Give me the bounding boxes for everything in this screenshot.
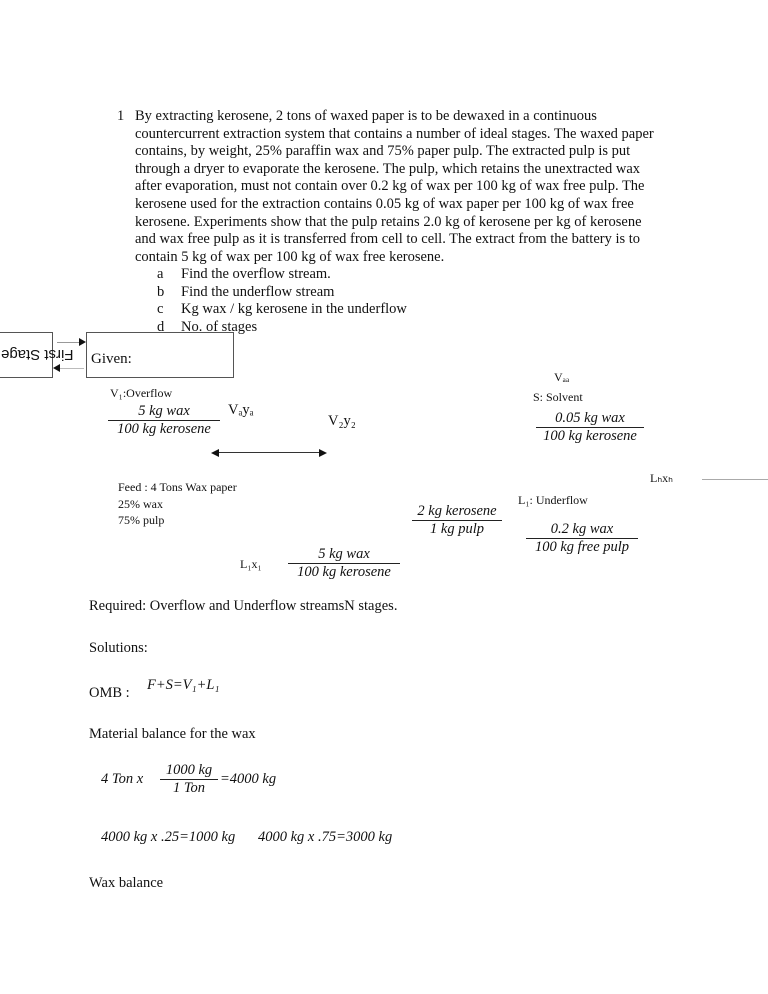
- feed-wax: 25% wax: [118, 497, 163, 511]
- l1-x1-label: L₁x₁: [240, 557, 262, 571]
- v2-y2-label: V₂y₂: [328, 413, 356, 429]
- omb-equation: F+S=V₁+L₁: [147, 677, 220, 693]
- first-stage-box: [0, 332, 74, 378]
- vb-label: Vₐₐ: [554, 370, 570, 384]
- conversion-fraction: 1000 kg 1 Ton: [160, 762, 218, 797]
- problem-line: through a dryer to evaporate the kerosene. The pulp, which retains the unextracted wax: [135, 160, 641, 177]
- arrow-line: [57, 342, 79, 343]
- arrow-head: [319, 449, 327, 457]
- l1-fraction: 5 kg wax 100 kg kerosene: [288, 546, 400, 581]
- problem-line: kerosene. Experiments show that the pulp retains 2.0 kg of kerosene per kg of kerosene: [135, 213, 642, 230]
- va-ya-label: Vₐyₐ: [228, 402, 254, 418]
- arrow-head: [53, 364, 60, 372]
- first-stage-label: First Stage: [1, 346, 74, 363]
- problem-line: contains, by weight, 25% paraffin wax and 75% paper pulp. The extracted pulp is put: [135, 143, 631, 160]
- double-arrow-line: [219, 452, 319, 453]
- problem-line: kerosene used for the extraction contains 0.05 kg of wax paper per 100 kg of wax free: [135, 196, 634, 212]
- material-balance-heading: Material balance for the wax: [89, 726, 256, 742]
- item-text: Kg wax / kg kerosene in the underflow: [181, 301, 407, 318]
- omb-label: OMB :: [89, 685, 130, 701]
- problem-line: contain 5 kg of wax per 100 kg of wax free kerosene.: [135, 248, 445, 265]
- underflow-fraction: 0.2 kg wax 100 kg free pulp: [526, 521, 638, 556]
- item-text: No. of stages: [181, 318, 258, 335]
- overflow-fraction: 5 kg wax 100 kg kerosene: [108, 403, 220, 438]
- problem-number: 1: [117, 108, 125, 124]
- pulp-equation: 4000 kg x .75=3000 kg: [258, 829, 393, 845]
- item-letter: c: [157, 301, 164, 318]
- problem-line: after evaporation, must not contain over 0.2 kg of wax per 100 kg of wax free pulp. The: [135, 178, 645, 195]
- problem-line: and wax free pulp as it is transferred from cell to cell. The extract from the battery is to: [135, 231, 641, 248]
- solvent-label: S: Solvent: [533, 390, 583, 404]
- given-box: [86, 332, 234, 378]
- arrow-head: [79, 338, 86, 346]
- solvent-fraction: 0.05 kg wax 100 kg kerosene: [536, 410, 644, 445]
- solutions-heading: Solutions:: [89, 640, 148, 656]
- lb-xb-label: Lₕxₕ: [650, 471, 674, 485]
- conversion-left: 4 Ton x: [101, 771, 144, 787]
- required-text: Required: Overflow and Underflow streamsN stages.: [89, 598, 398, 614]
- item-letter: d: [157, 318, 165, 335]
- wax-equation: 4000 kg x .25=1000 kg: [101, 829, 236, 845]
- arrow-line: [60, 368, 84, 369]
- item-text: Find the overflow stream.: [181, 266, 331, 282]
- item-letter: a: [157, 266, 164, 282]
- underflow-label: L₁: Underflow: [518, 493, 588, 507]
- feed-pulp: 75% pulp: [118, 513, 165, 527]
- item-letter: b: [157, 283, 165, 300]
- problem-line: countercurrent extraction system that contains a number of ideal stages. The waxed paper: [135, 125, 654, 142]
- arrow-head: [211, 449, 219, 457]
- stream-line: [702, 479, 768, 480]
- given-label: Given:: [91, 351, 132, 367]
- wax-balance-heading: Wax balance: [89, 875, 164, 891]
- item-text: Find the underflow stream: [181, 283, 335, 300]
- problem-line: By extracting kerosene, 2 tons of waxed paper is to be dewaxed in a continuous: [135, 108, 597, 124]
- overflow-label: V₁:Overflow: [110, 386, 173, 400]
- conversion-right: =4000 kg: [220, 771, 277, 787]
- retention-fraction: 2 kg kerosene 1 kg pulp: [412, 503, 502, 538]
- feed-label: Feed : 4 Tons Wax paper: [118, 480, 237, 494]
